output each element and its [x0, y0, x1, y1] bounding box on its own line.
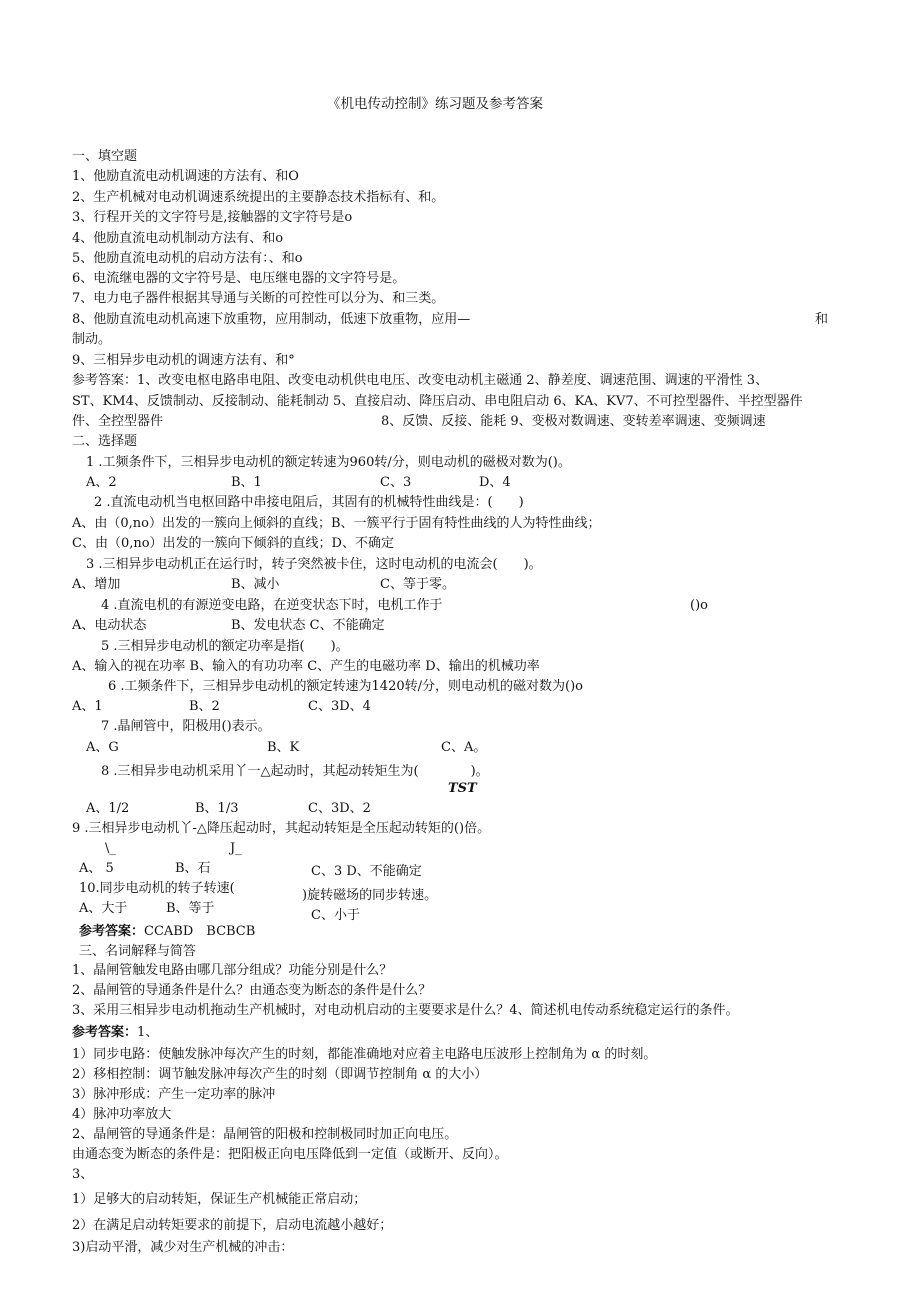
q1-option-b: B、1	[231, 475, 262, 490]
choice-question-5: 5 .三相异步电动机的额定功率是指( )。	[101, 639, 349, 654]
q9-option-b: B、石	[175, 861, 211, 876]
q9-option-a: A、 5	[79, 861, 114, 876]
section-1-answer-line-3: 件、全控型器件	[72, 414, 164, 429]
q6-option-cd: C、3D、4	[308, 699, 371, 714]
section-2-heading: 二、选择题	[72, 434, 138, 449]
q6-option-b: B、2	[189, 699, 220, 714]
section-3-answer-label: 参考答案：	[72, 1025, 138, 1040]
q3-option-a: A、增加	[72, 577, 121, 592]
q1-option-a: A、2	[86, 475, 117, 490]
section-2-answer-text: CCABD BCBCB	[144, 924, 256, 939]
q2-options-line-2: C、由（0,no）出发的一簇向下倾斜的直线；D、不确定	[72, 536, 394, 551]
document-title: 《机电传动控制》练习题及参考答案	[327, 96, 543, 112]
q3-option-b: B、减小	[231, 577, 280, 592]
section-1-answer-line-2: ST、KM4、反馈制动、反接制动、能耗制动 5、直接启动、降压启动、串电阻启动 6、KA、KV7、不可控型器件、半控型器件	[72, 394, 803, 409]
q1-option-d: D、4	[479, 475, 511, 490]
fill-question-3: 3、行程开关的文字符号是,接触器的文字符号是o	[72, 210, 353, 225]
choice-question-4: 4 .直流电机的有源逆变电路，在逆变状态下时，电机工作于	[101, 598, 443, 613]
answer-line-5: 2、晶闸管的导通条件是：晶闸管的阳极和控制极同时加正向电压。	[72, 1127, 458, 1142]
fill-question-8: 8、他励直流电动机高速下放重物，应用制动，低速下放重物，应用—	[72, 312, 471, 327]
q10-option-a: A、大于	[79, 901, 128, 916]
q10-option-c: C、小于	[311, 908, 360, 923]
fill-question-1: 1、他励直流电动机调速的方法有、和O	[72, 169, 299, 184]
fill-question-7: 7、电力电子器件根据其导通与关断的可控性可以分为、和三类。	[72, 291, 445, 306]
section-3-answer-number: 1、	[137, 1025, 159, 1040]
q9-fragment-2: J_	[230, 841, 242, 856]
q7-option-c: C、A。	[441, 740, 487, 755]
q9-fragment-1: \_	[105, 841, 116, 856]
answer-line-2: 2）移相控制：调节触发脉冲每次产生的时刻（即调节控制角 α 的大小）	[72, 1067, 488, 1082]
q9-option-cd: C、3 D、不能确定	[311, 864, 422, 879]
section-2-answer	[79, 923, 255, 941]
short-question-3-4: 3、采用三相异步电动机拖动生产机械时，对电动机启动的主要要求是什么？4、简述机电传动系统稳定运行的条件。	[72, 1003, 739, 1018]
choice-question-6: 6 .工频条件下，三相异步电动机的额定转速为1420转/分，则电动机的磁对数为()o	[108, 679, 583, 694]
section-1-answer-line-4: 8、反馈、反接、能耗 9、变极对数调速、变转差率调速、变频调速	[381, 414, 766, 429]
fill-question-5: 5、他励直流电动机的启动方法有：、和o	[72, 251, 303, 266]
answer-line-7: 3、	[72, 1167, 94, 1182]
fill-question-9: 9、三相异步电动机的调速方法有、和°	[72, 353, 295, 368]
q4-blank: ()o	[690, 598, 708, 613]
answer-line-3: 3）脉冲形成：产生一定功率的脉冲	[72, 1087, 276, 1102]
q8-option-b: B、1/3	[195, 801, 239, 816]
answer-line-10: 3)启动平滑，减少对生产机械的冲击：	[72, 1240, 294, 1255]
q7-option-b: B、K	[267, 740, 300, 755]
q10-option-b: B、等于	[166, 901, 215, 916]
q4-option-bc: B、发电状态 C、不能确定	[231, 618, 385, 633]
q8-tst-label: TST	[448, 781, 477, 796]
choice-question-9: 9 .三相异步电动机丫-△降压起动时，其起动转矩是全压起动转矩的()倍。	[72, 821, 491, 836]
q5-options: A、输入的视在功率 B、输入的有功功率 C、产生的电磁功率 D、输出的机械功率	[72, 659, 540, 674]
q7-option-a: A、G	[86, 740, 119, 755]
fill-question-8-end: 制动。	[72, 332, 112, 347]
choice-question-7: 7 .晶闸管中，阳极用()表示。	[101, 719, 271, 734]
short-question-2: 2、晶闸管的导通条件是什么？由通态变为断态的条件是什么？	[72, 983, 432, 998]
q8-option-cd: C、3D、2	[308, 801, 371, 816]
short-question-1: 1、晶闸管触发电路由哪几部分组成？功能分别是什么？	[72, 963, 393, 978]
q2-options-line-1: A、由（0,no）出发的一簇向上倾斜的直线；B、一簇平行于固有特性曲线的人为特性曲线；	[72, 516, 601, 531]
q3-option-c: C、等于零。	[380, 577, 455, 592]
section-2-answer-label: 参考答案：	[79, 924, 145, 939]
answer-line-9: 2）在满足启动转矩要求的前提下，启动电流越小越好；	[72, 1218, 393, 1233]
q4-option-a: A、电动状态	[72, 618, 147, 633]
choice-question-2: 2 .直流电动机当电枢回路中串接电阻后，其固有的机械特性曲线是：( )	[94, 495, 524, 510]
q10-stem-tail: )旋转磁场的同步转速。	[302, 888, 438, 903]
answer-line-8: 1）足够大的启动转矩，保证生产机械能正常启动；	[72, 1192, 367, 1207]
q1-option-c: C、3	[380, 475, 412, 490]
section-1-answer-line-1: 参考答案：1、改变电枢电路串电阻、改变电动机供电电压、改变电动机主磁通 2、静差度、调速范围、调速的平滑性 3、	[72, 373, 769, 388]
q8-option-a: A、1/2	[86, 801, 130, 816]
fill-question-6: 6、电流继电器的文字符号是、电压继电器的文字符号是。	[72, 271, 406, 286]
choice-question-10: 10.同步电动机的转子转速(	[79, 881, 235, 896]
section-3-heading: 三、名词解释与简答	[79, 944, 197, 959]
choice-question-8: 8 .三相异步电动机采用丫一△起动时，其起动转矩生为( )。	[101, 764, 489, 779]
answer-line-1: 1）同步电路：使触发脉冲每次产生的时刻，都能准确地对应着主电路电压波形上控制角为 α 的时刻。	[72, 1047, 657, 1062]
choice-question-3: 3 .三相异步电动机正在运行时，转子突然被卡住，这时电动机的电流会( )。	[86, 557, 542, 572]
fill-question-8-tail: 和	[815, 312, 829, 327]
choice-question-1: 1 .工频条件下，三相异步电动机的额定转速为960转/分，则电动机的磁极对数为()。	[86, 455, 571, 470]
fill-question-4: 4、他励直流电动机制动方法有、和o	[72, 231, 284, 246]
section-3-answer-start	[72, 1024, 158, 1042]
q6-option-a: A、1	[72, 699, 103, 714]
section-1-heading: 一、填空题	[72, 149, 138, 164]
answer-line-6: 由通态变为断态的条件是：把阳极正向电压降低到一定值（或断开、反向）。	[72, 1147, 508, 1162]
answer-line-4: 4）脉冲功率放大	[72, 1107, 172, 1122]
fill-question-2: 2、生产机械对电动机调速系统提出的主要静态技术指标有、和。	[72, 190, 445, 205]
